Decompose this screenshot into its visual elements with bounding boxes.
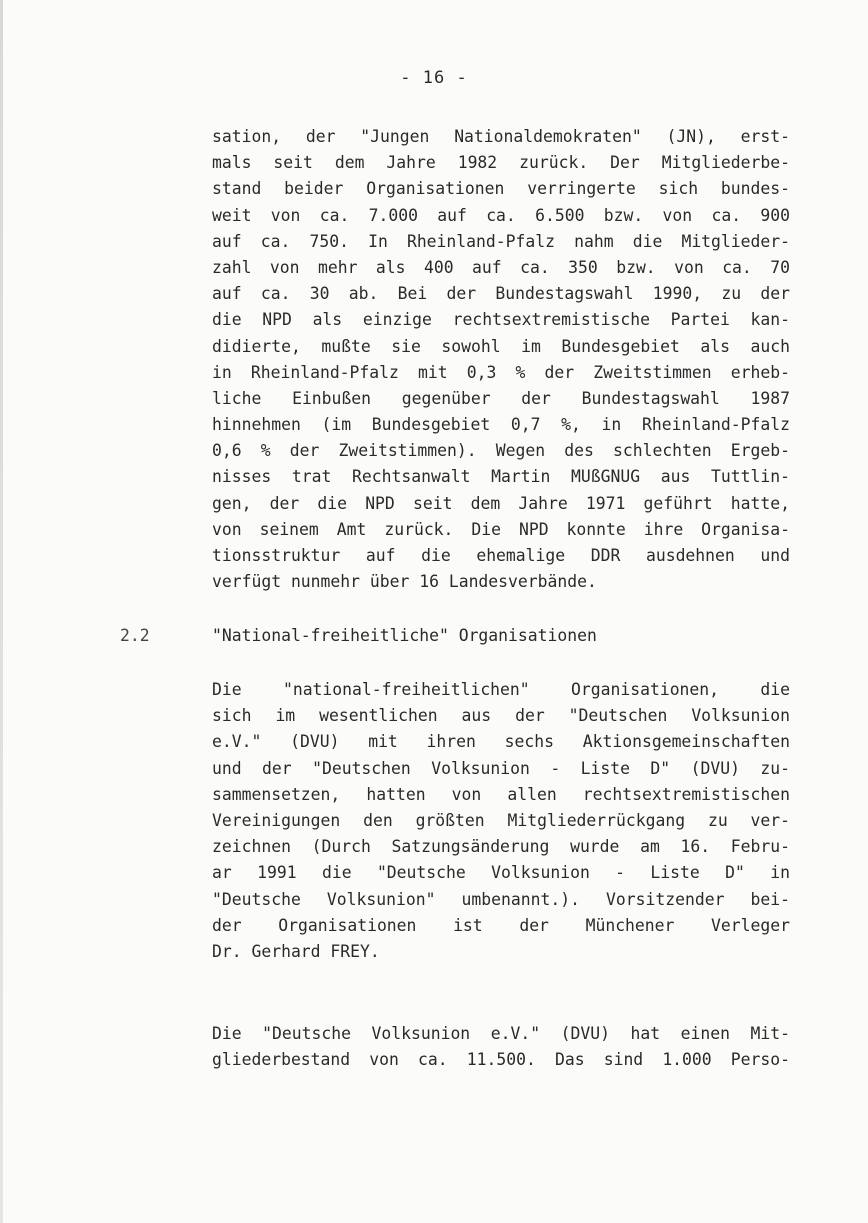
paragraph-dvu-membership (212, 1021, 790, 1073)
text-line: zeichnen (Durch Satzungsänderung wurde am 16. Febru- (212, 837, 790, 857)
text-line: sich im wesentlichen aus der "Deutschen Volksunion (212, 706, 790, 726)
text-line: ar 1991 die "Deutsche Volksunion - Liste D" in (212, 863, 790, 883)
text-line: Die "national-freiheitlichen" Organisationen, die (212, 680, 790, 699)
text-line: gliederbestand von ca. 11.500. Das sind 1.000 Perso- (212, 1050, 790, 1070)
text-line: und der "Deutschen Volksunion - Liste D" (DVU) zu- (212, 758, 790, 778)
text-line: hinnehmen (im Bundesgebiet 0,7 %, in Rheinland-Pfalz (212, 415, 790, 435)
text-line: Dr. Gerhard FREY. (212, 941, 380, 961)
text-line: sation, der "Jungen Nationaldemokraten" (JN), erst- (212, 127, 790, 146)
text-line: auf ca. 750. In Rheinland-Pfalz nahm die Mitglieder- (212, 231, 790, 251)
text-line: e.V." (DVU) mit ihren sechs Aktionsgemeinschaften (212, 732, 790, 752)
text-line: die NPD als einzige rechtsextremistische Partei kan- (212, 310, 790, 330)
text-line: liche Einbußen gegenüber der Bundestagswahl 1987 (212, 388, 790, 408)
text-line: stand beider Organisationen verringerte sich bundes- (212, 179, 790, 199)
text-line: nisses trat Rechtsanwalt Martin MUßGNUG aus Tuttlin- (212, 467, 790, 487)
scan-edge (0, 0, 3, 1223)
text-line: von seinem Amt zurück. Die NPD konnte ihre Organisa- (212, 519, 790, 539)
text-line: tionsstruktur auf die ehemalige DDR ausdehnen und (212, 546, 790, 565)
text-line: der Organisationen ist der Münchener Verleger (212, 915, 790, 935)
text-line: weit von ca. 7.000 auf ca. 6.500 bzw. von ca. 900 (212, 205, 790, 225)
paragraph-dvu (212, 677, 790, 965)
text-line: mals seit dem Jahre 1982 zurück. Der Mitgliederbe- (212, 153, 790, 173)
text-line: "Deutsche Volksunion" umbenannt.). Vorsitzender bei- (212, 889, 790, 909)
text-line: verfügt nunmehr über 16 Landesverbände. (212, 572, 597, 592)
text-line: Vereinigungen den größten Mitgliederrückgang zu ver- (212, 810, 790, 830)
text-line: auf ca. 30 ab. Bei der Bundestagswahl 1990, zu der (212, 284, 790, 304)
section-number: 2.2 (120, 626, 150, 645)
text-line: 0,6 % der Zweitstimmen). Wegen des schlechten Ergeb- (212, 441, 790, 461)
page-number: - 16 - (400, 68, 468, 88)
section-heading: "National-freiheitliche" Organisationen (212, 626, 597, 645)
text-line: didierte, mußte sie sowohl im Bundesgebiet als auch (212, 336, 790, 356)
text-line: in Rheinland-Pfalz mit 0,3 % der Zweitstimmen erheb- (212, 362, 790, 382)
text-line: zahl von mehr als 400 auf ca. 350 bzw. von ca. 70 (212, 257, 790, 277)
paragraph-npd (212, 124, 790, 595)
text-line: Die "Deutsche Volksunion e.V." (DVU) hat einen Mit- (212, 1024, 790, 1043)
text-line: sammensetzen, hatten von allen rechtsextremistischen (212, 784, 790, 804)
text-line: gen, der die NPD seit dem Jahre 1971 geführt hatte, (212, 493, 790, 513)
